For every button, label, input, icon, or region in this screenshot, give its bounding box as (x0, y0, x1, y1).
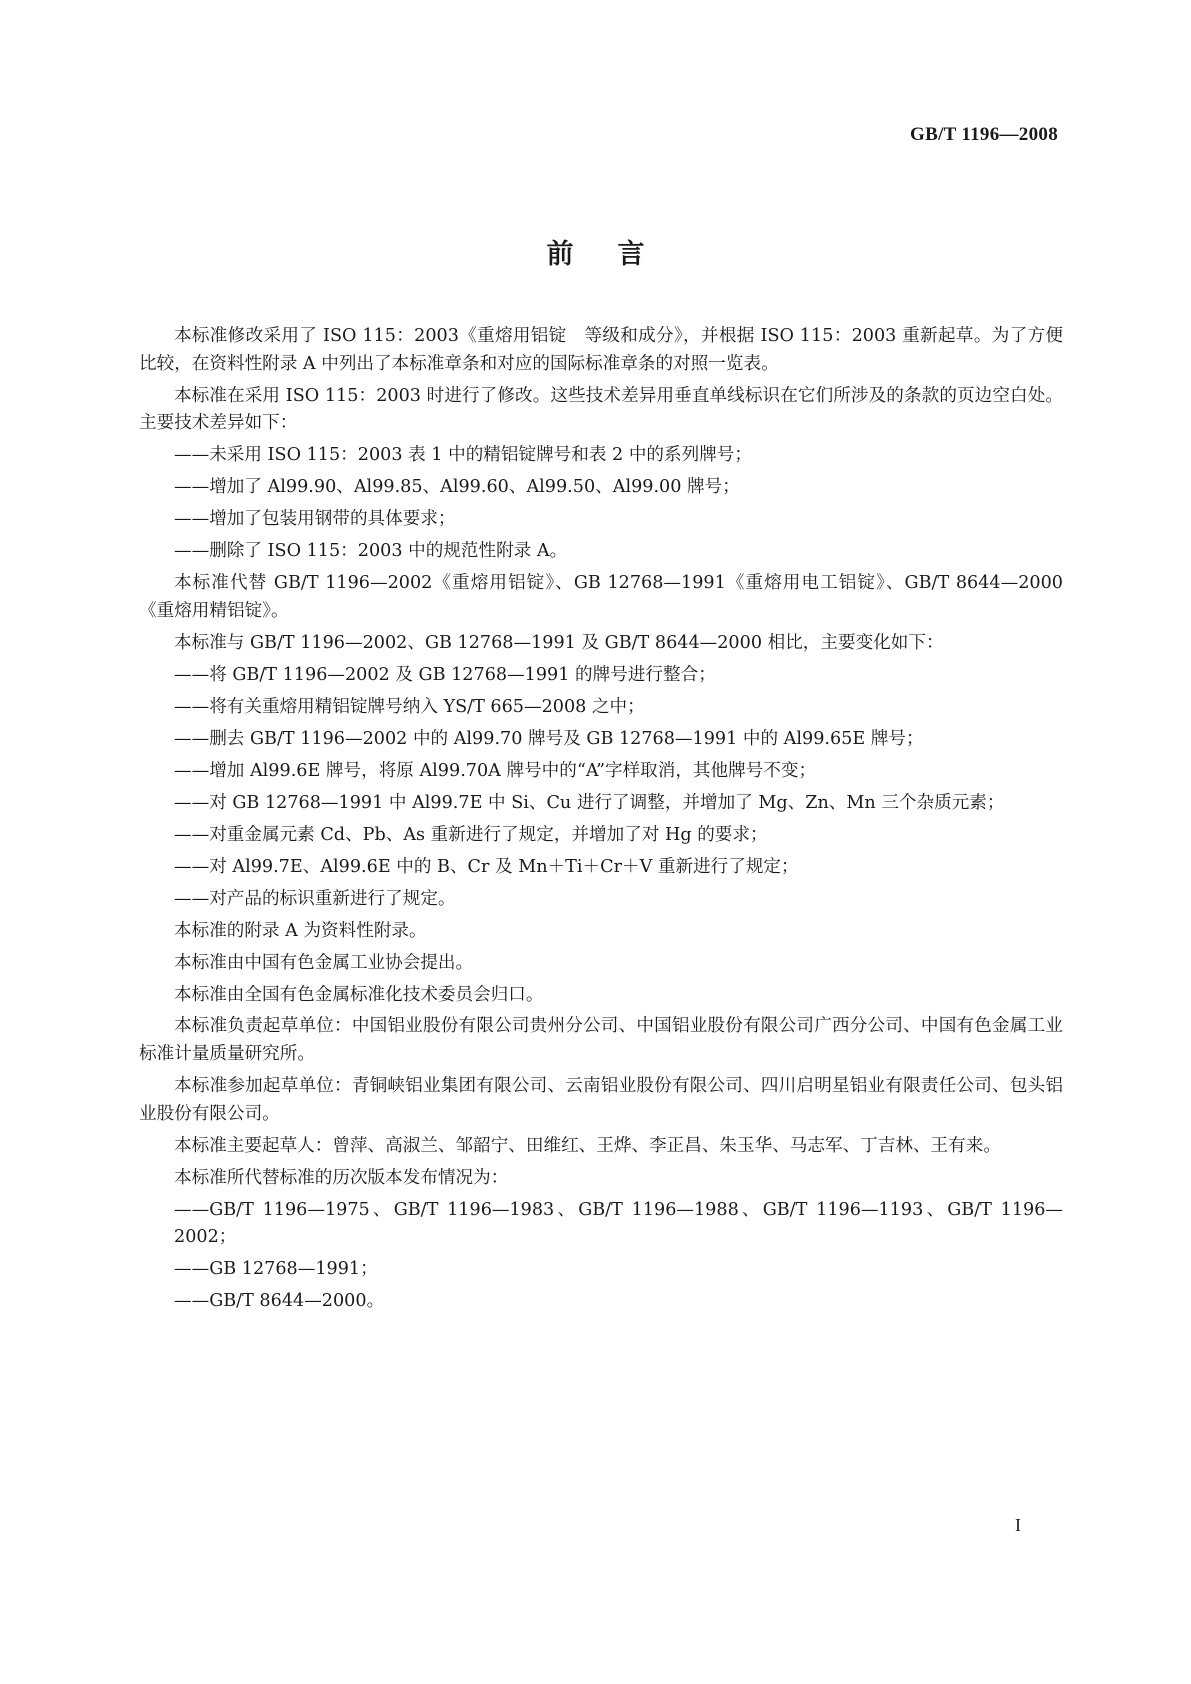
list-item: ——增加了包装用钢带的具体要求； (174, 509, 456, 530)
paragraph: 本标准主要起草人：曾萍、高淑兰、邹韶宁、田维红、王烨、李正昌、朱玉华、马志军、丁吉林、王有来。 (174, 1135, 1001, 1156)
standard-code: GB/T 1196—2008 (910, 124, 1058, 145)
preface-body (139, 323, 1063, 1320)
paragraph: 本标准负责起草单位：中国铝业股份有限公司贵州分公司、中国铝业股份有限公司广西分公司、中国有色金属工业标准计量质量研究所。 (139, 1016, 1063, 1065)
paragraph: 本标准代替 GB/T 1196—2002《重熔用铝锭》、GB 12768—1991《重熔用电工铝锭》、GB/T 8644—2000《重熔用精铝锭》。 (139, 573, 1063, 621)
paragraph: 本标准由中国有色金属工业协会提出。 (174, 952, 474, 973)
list-item: ——未采用 ISO 115：2003 表 1 中的精铝锭牌号和表 2 中的系列牌号； (174, 445, 752, 466)
paragraph: 本标准与 GB/T 1196—2002、GB 12768—1991 及 GB/T 8644—2000 相比，主要变化如下： (174, 632, 944, 653)
paragraph: 本标准修改采用了 ISO 115：2003《重熔用铝锭 等级和成分》，并根据 ISO 115：2003 重新起草。为了方便比较，在资料性附录 A 中列出了本标准章条和对应的国际标准章条的对照一览表。 (139, 326, 1063, 374)
paragraph: 本标准所代替标准的历次版本发布情况为： (174, 1167, 509, 1188)
list-item: ——GB 12768—1991； (174, 1259, 378, 1280)
list-item: ——将有关重熔用精铝锭牌号纳入 YS/T 665—2008 之中； (174, 696, 645, 717)
list-item: ——GB/T 8644—2000。 (174, 1291, 385, 1312)
list-item: ——对重金属元素 Cd、Pb、As 重新进行了规定，并增加了对 Hg 的要求； (174, 824, 768, 845)
paragraph: 本标准参加起草单位：青铜峡铝业集团有限公司、云南铝业股份有限公司、四川启明星铝业有限责任公司、包头铝业股份有限公司。 (139, 1076, 1063, 1124)
list-item: ——删除了 ISO 115：2003 中的规范性附录 A。 (174, 541, 568, 562)
list-item: ——对 GB 12768—1991 中 Al99.7E 中 Si、Cu 进行了调整，并增加了 Mg、Zn、Mn 三个杂质元素； (174, 792, 1005, 813)
page-number: I (1015, 1515, 1021, 1535)
list-item: ——对 Al99.7E、Al99.6E 中的 B、Cr 及 Mn＋Ti＋Cr＋V 重新进行了规定； (174, 856, 799, 877)
list-item: ——将 GB/T 1196—2002 及 GB 12768—1991 的牌号进行整合； (174, 664, 716, 685)
list-item: ——GB/T 1196—1975、GB/T 1196—1983、GB/T 1196—1988、GB/T 1196—1193、GB/T 1196—2002； (174, 1199, 1063, 1248)
list-item: ——增加 Al99.6E 牌号，将原 Al99.70A 牌号中的“A”字样取消，其他牌号不变； (174, 760, 817, 781)
paragraph: 本标准的附录 A 为资料性附录。 (174, 920, 427, 941)
paragraph: 本标准在采用 ISO 115：2003 时进行了修改。这些技术差异用垂直单线标识在它们所涉及的条款的页边空白处。主要技术差异如下： (139, 385, 1063, 434)
paragraph: 本标准由全国有色金属标准化技术委员会归口。 (174, 984, 544, 1005)
page-title: 前言 (546, 239, 689, 270)
list-item: ——对产品的标识重新进行了规定。 (174, 888, 456, 909)
list-item: ——删去 GB/T 1196—2002 中的 Al99.70 牌号及 GB 12768—1991 中的 Al99.65E 牌号； (174, 728, 924, 749)
list-item: ——增加了 Al99.90、Al99.85、Al99.60、Al99.50、Al99.00 牌号； (174, 477, 740, 498)
